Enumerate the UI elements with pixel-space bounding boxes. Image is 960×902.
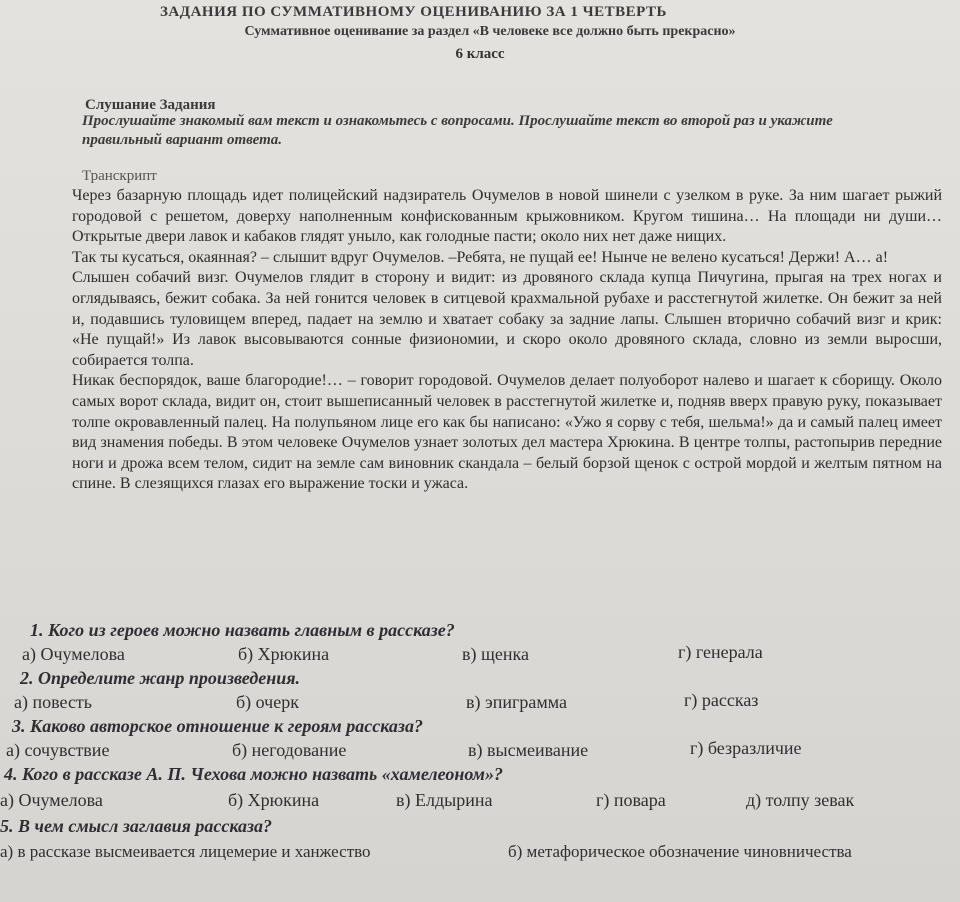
page-subtitle: Суммативное оценивание за раздел «В человеке все должно быть прекрасно» (244, 24, 736, 39)
question-1: 1. Кого из героев можно назвать главным в рассказе? (30, 620, 455, 640)
q4-option-c: в) Елдырина (396, 790, 493, 810)
transcript-text (72, 186, 942, 495)
q4-option-b: б) Хрюкина (228, 790, 320, 810)
q1-option-c: в) щенка (462, 644, 529, 664)
listening-heading: Слушание Задания (85, 97, 216, 113)
grade-label: 6 класс (455, 46, 505, 62)
q5-option-a: а) в рассказе высмеивается лицемерие и ханжество (0, 842, 371, 861)
q1-option-b: б) Хрюкина (238, 644, 330, 664)
q5-option-b: б) метафорическое обозначение чиновничества (508, 842, 852, 861)
q4-option-a: а) Очумелова (0, 790, 103, 810)
q1-option-a: а) Очумелова (22, 644, 125, 664)
q2-option-c: в) эпиграмма (466, 692, 568, 712)
q3-option-a: а) сочувствие (6, 740, 110, 760)
question-2: 2. Определите жанр произведения. (20, 668, 301, 688)
q1-option-d: г) генерала (678, 642, 763, 662)
q2-option-b: б) очерк (236, 692, 299, 712)
q4-option-e: д) толпу зевак (746, 790, 855, 810)
question-5: 5. В чем смысл заглавия рассказа? (0, 816, 273, 836)
q3-option-d: г) безразличие (690, 738, 802, 758)
transcript-paragraph: Так ты кусаться, окаянная? – слышит вдруг Очумелов. –Ребята, не пущай ее! Нынче не велено кусаться! Держи! А… а! (72, 248, 889, 266)
q2-option-d: г) рассказ (684, 690, 759, 710)
listening-instruction: Прослушайте знакомый вам текст и ознакомьтесь с вопросами. Прослушайте текст во второй раз и укажите правильный вариант ответа. (82, 113, 833, 148)
q4-option-d: г) повара (596, 790, 666, 810)
q2-option-a: а) повесть (14, 692, 93, 712)
transcript-paragraph: Слышен собачий визг. Очумелов глядит в сторону и видит: из дровяного склада купца Пичугина, прыгая на трех ногах и оглядываясь, бежит собака. За ней гонится человек в ситцевой крахмальной рубахе и расстегнутой жилетке. Он бежит за ней и, подавшись туловищем вперед, падает на землю и хватает собаку за задние лапы. Слышен вторично собачий визг и крик: «Не пущай!» Из лавок высовываются сонные физиономии, и скоро около дровяного склада, словно из земли выросши, собирается толпа. (72, 269, 942, 369)
q3-option-c: в) высмеивание (468, 740, 589, 760)
transcript-paragraph: Никак беспорядок, ваше благородие!… – говорит городовой. Очумелов делает полуоборот налево и шагает к сборищу. Около самых ворот склада, видит он, стоит вышеписанный человек в расстегнутой жилетке и, подняв вверх правую руку, показывает толпе окровавленный палец. На полупьяном лице его как бы написано: «Ужо я сорву с тебя, шельма!» да и самый палец имеет вид знамения победы. В этом человеке Очумелов узнает золотых дел мастера Хрюкина. В центре толпы, растопырив передние ноги и дрожа всем телом, сидит на земле сам виновник скандала – белый борзой щенок с острой мордой и желтым пятном на спине. В слезящихся глазах его выражение тоски и ужаса. (72, 372, 942, 493)
page-title: ЗАДАНИЯ ПО СУММАТИВНОМУ ОЦЕНИВАНИЮ ЗА 1 ЧЕТВЕРТЬ (160, 4, 667, 20)
question-3: 3. Каково авторское отношение к героям рассказа? (12, 716, 423, 736)
q3-option-b: б) негодование (232, 740, 347, 760)
transcript-label: Транскрипт (82, 168, 157, 184)
question-4: 4. Кого в рассказе А. П. Чехова можно назвать «хамелеоном»? (4, 764, 504, 784)
transcript-paragraph: Через базарную площадь идет полицейский надзиратель Очумелов в новой шинели с узелком в руке. За ним шагает рыжий городовой с решетом, доверху наполненным конфискованным крыжовником. Кругом тишина… На площади ни души… Открытые двери лавок и кабаков глядят уныло, как голодные пасти; около них нет даже нищих. (72, 187, 942, 246)
